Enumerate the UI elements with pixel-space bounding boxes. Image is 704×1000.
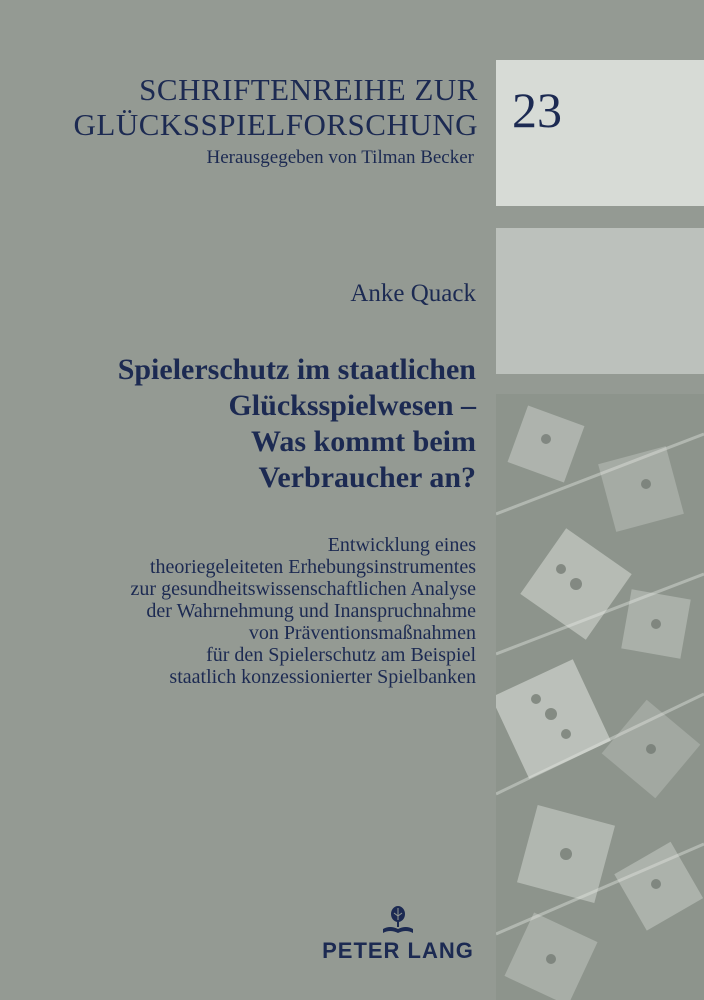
volume-number: 23 <box>512 82 562 138</box>
subtitle-line: für den Spielerschutz am Beispiel <box>206 644 476 666</box>
book-title-line: Verbraucher an? <box>258 461 476 494</box>
book-title-line: Spielerschutz im staatlichen <box>117 353 476 386</box>
author-name: Anke Quack <box>350 280 476 307</box>
subtitle-line: der Wahrnehmung und Inanspruchnahme <box>146 600 476 622</box>
book-title <box>0 352 476 496</box>
publisher-block <box>320 905 476 965</box>
book-title-line: Was kommt beim <box>251 425 476 458</box>
book-title-line: Glücksspielwesen – <box>228 389 476 422</box>
series-title-line-2: GLÜCKSSPIELFORSCHUNG <box>73 107 478 142</box>
publisher-name: PETER LANG <box>322 938 474 963</box>
subtitle-line: von Präventionsmaßnahmen <box>248 622 476 644</box>
book-subtitle <box>0 534 476 688</box>
dice-collage-image <box>496 394 704 1000</box>
subtitle-line: Entwicklung eines <box>327 534 476 556</box>
cover-photo-dice-collage <box>496 394 704 1000</box>
volume-box <box>496 60 704 206</box>
subtitle-line: zur gesundheitswissenschaftlichen Analyse <box>130 578 476 600</box>
tree-book-logo-icon <box>381 905 415 937</box>
decorative-gray-box <box>496 228 704 374</box>
series-title-line-1: SCHRIFTENREIHE ZUR <box>139 72 478 107</box>
series-header <box>0 72 478 170</box>
subtitle-line: theoriegeleiteten Erhebungsinstrumentes <box>149 556 476 578</box>
series-editor: Herausgegeben von Tilman Becker <box>206 147 474 168</box>
subtitle-line: staatlich konzessionierter Spielbanken <box>169 666 476 688</box>
